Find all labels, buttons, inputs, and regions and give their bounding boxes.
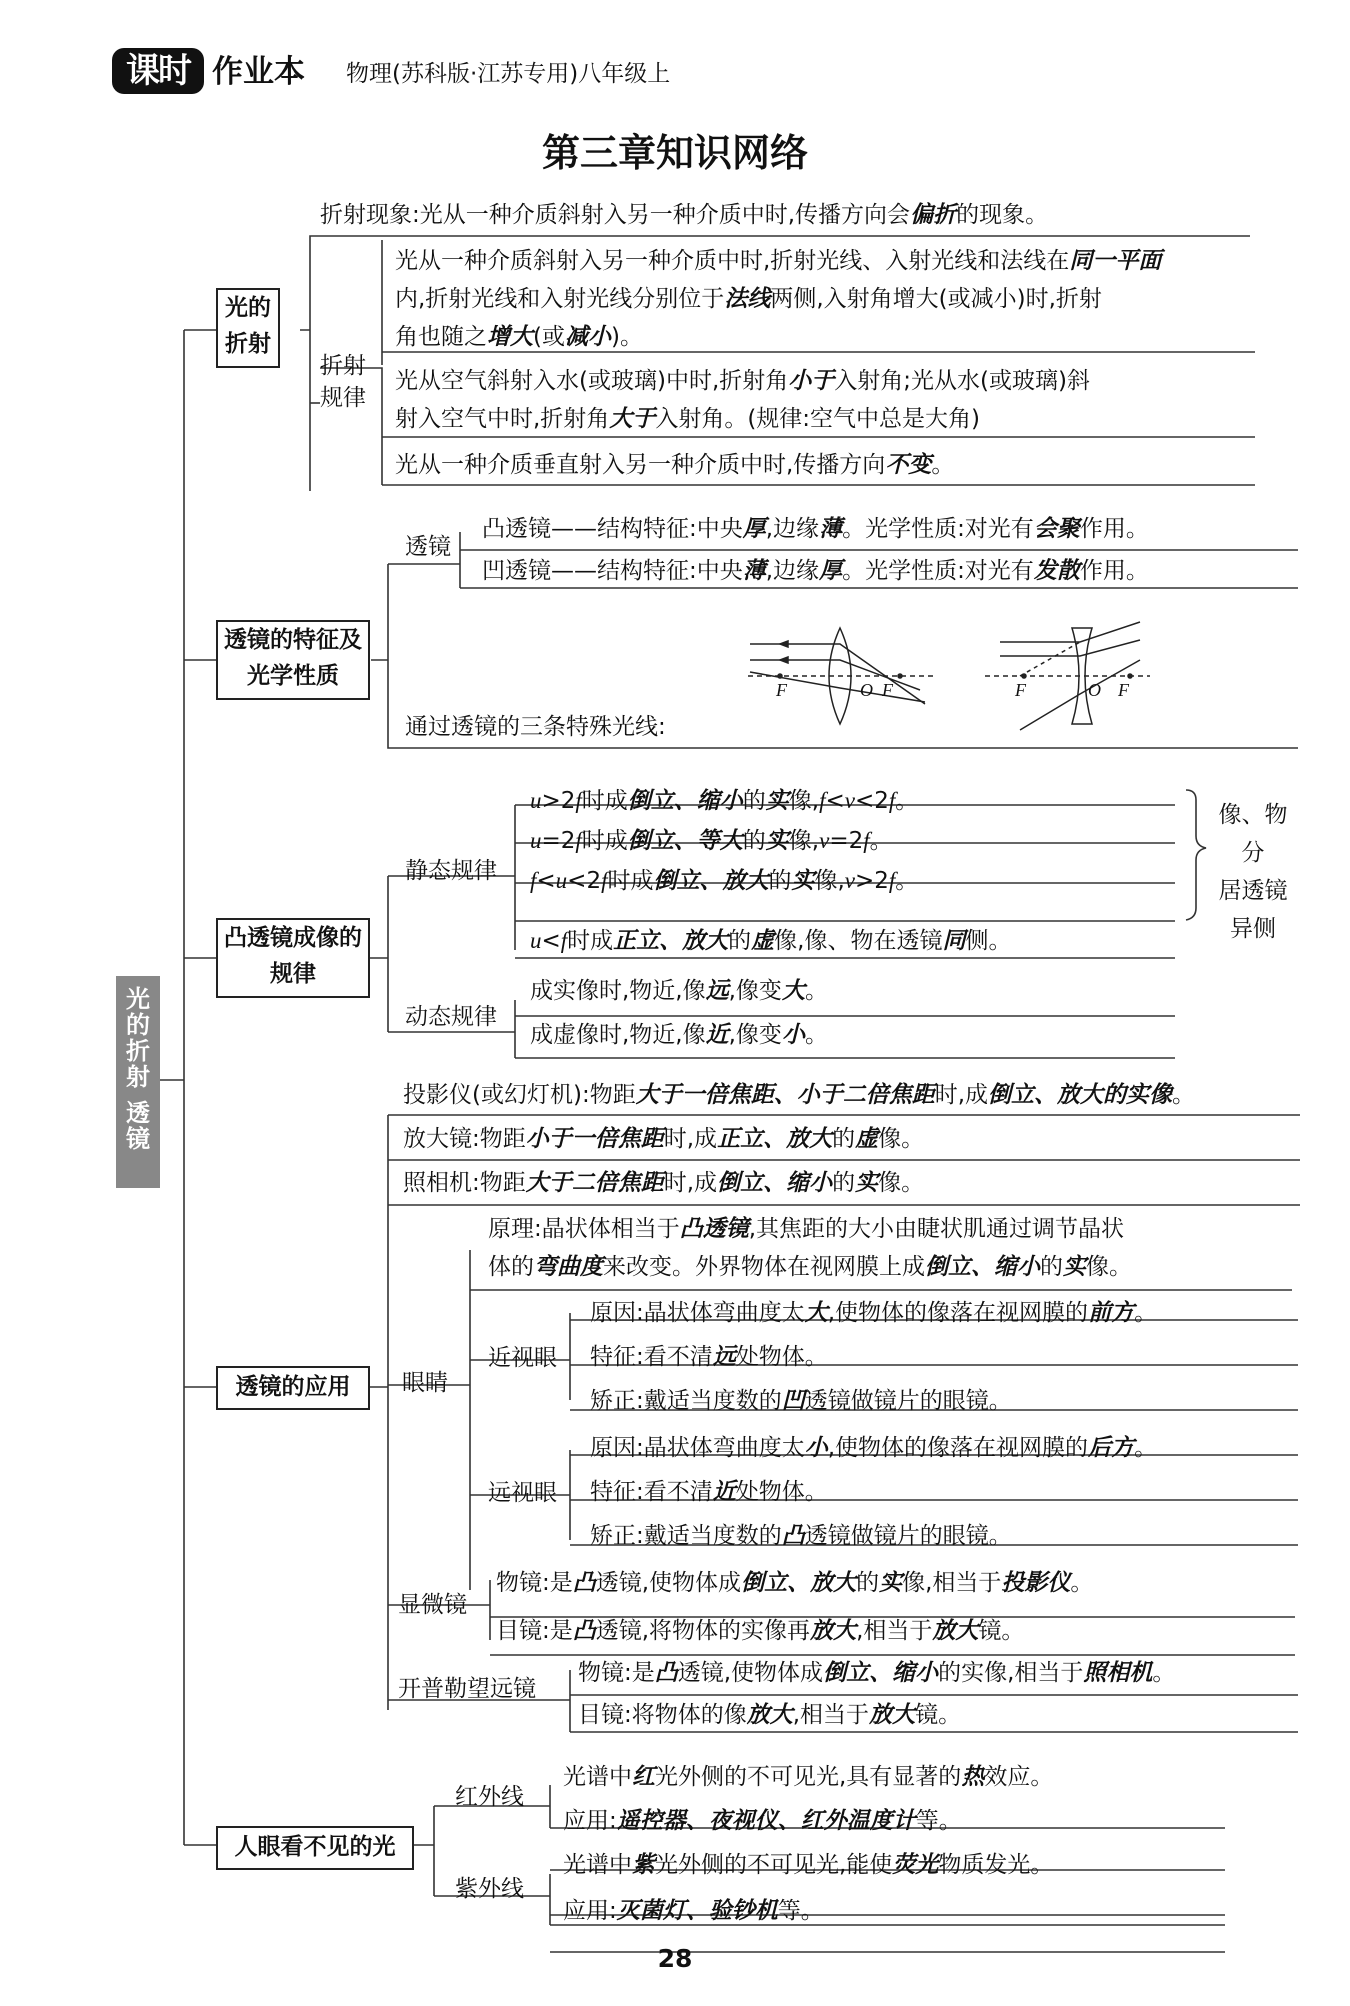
page-title: 第三章知识网络 — [541, 130, 808, 175]
dynamic-law-label: 动态规律 — [405, 1004, 497, 1030]
law3: 光从一种介质垂直射入另一种介质中时,传播方向不变。 — [395, 451, 955, 478]
convex-lens: 凸透镜——结构特征:中央厚,边缘薄。光学性质:对光有会聚作用。 — [482, 515, 1149, 542]
telescope-eyepiece: 目镜:将物体的像放大,相当于放大镜。 — [578, 1701, 962, 1728]
center-label: O — [860, 680, 873, 700]
focus-label: F — [882, 680, 893, 700]
eye-principle-1: 原理:晶状体相当于凸透镜,其焦距的大小由睫状肌通过调节晶状 — [488, 1215, 1125, 1242]
ultraviolet-label: 紫外线 — [455, 1876, 524, 1902]
rule-3: f<u<2f时成倒立、放大的实像,v>2f。 — [530, 867, 919, 894]
infrared-use: 应用:遥控器、夜视仪、红外温度计等。 — [563, 1807, 962, 1834]
law2-line2: 射入空气中时,折射角大于入射角。(规律:空气中总是大角) — [395, 405, 981, 432]
hyperopia-label: 远视眼 — [488, 1480, 557, 1506]
ultraviolet-use: 应用:灭菌灯、验钞机等。 — [563, 1897, 824, 1924]
microscope-objective: 物镜:是凸透镜,使物体成倒立、放大的实像,相当于投影仪。 — [496, 1569, 1094, 1596]
rule-4: u<f时成正立、放大的虚像,像、物在透镜同侧。 — [530, 927, 1012, 954]
hyperopia-correction: 矫正:戴适当度数的凸透镜做镜片的眼镜。 — [590, 1522, 1012, 1549]
logo: 课时 — [112, 48, 204, 94]
lens-node: 透镜的特征及光学性质 — [216, 620, 370, 700]
myopia-feature: 特征:看不清远处物体。 — [590, 1343, 828, 1370]
focus-label: F — [776, 680, 787, 700]
rule-2: u=2f时成倒立、等大的实像,v=2f。 — [530, 827, 893, 854]
root-label: 光的 折射 透镜 — [116, 976, 160, 1188]
infrared-label: 红外线 — [455, 1784, 524, 1810]
magnifier: 放大镜:物距小于一倍焦距时,成正立、放大的虚像。 — [403, 1125, 925, 1152]
focus-label: F — [1118, 680, 1129, 700]
center-label: O — [1088, 680, 1101, 700]
applications-node: 透镜的应用 — [216, 1366, 370, 1410]
microscope-label: 显微镜 — [398, 1592, 467, 1618]
book-name: 作业本 — [212, 54, 305, 90]
telescope-objective: 物镜:是凸透镜,使物体成倒立、缩小的实像,相当于照相机。 — [578, 1659, 1176, 1686]
static-law-label: 静态规律 — [405, 858, 497, 884]
page-number: 28 — [657, 1944, 693, 1973]
dynamic-2: 成虚像时,物近,像近,像变小。 — [530, 1021, 828, 1048]
rule-1: u>2f时成倒立、缩小的实像,f<v<2f。 — [530, 787, 919, 814]
concave-lens: 凹透镜——结构特征:中央薄,边缘厚。光学性质:对光有发散作用。 — [482, 557, 1149, 584]
hyperopia-cause: 原因:晶状体弯曲度太小,使物体的像落在视网膜的后方。 — [590, 1434, 1158, 1461]
focus-label: F — [1015, 680, 1026, 700]
refraction-law-label: 折射规律 — [320, 353, 366, 411]
ultraviolet-desc: 光谱中紫光外侧的不可见光,能使荧光物质发光。 — [563, 1851, 1054, 1878]
law1-line2: 内,折射光线和入射光线分别位于法线两侧,入射角增大(或减小)时,折射 — [395, 285, 1102, 312]
lens-label: 透镜 — [405, 534, 451, 560]
refraction-node: 光的折射 — [216, 288, 280, 368]
convex-lens-diagram — [740, 620, 940, 730]
myopia-correction: 矫正:戴适当度数的凹透镜做镜片的眼镜。 — [590, 1387, 1012, 1414]
dynamic-1: 成实像时,物近,像远,像变大。 — [530, 977, 828, 1004]
eye-principle-2: 体的弯曲度来改变。外界物体在视网膜上成倒立、缩小的实像。 — [488, 1253, 1132, 1280]
infrared-desc: 光谱中红光外侧的不可见光,具有显著的热效应。 — [563, 1763, 1054, 1790]
special-rays-label: 通过透镜的三条特殊光线: — [405, 714, 666, 740]
law1-line1: 光从一种介质斜射入另一种介质中时,折射光线、入射光线和法线在同一平面 — [395, 247, 1162, 274]
myopia-cause: 原因:晶状体弯曲度太大,使物体的像落在视网膜的前方。 — [590, 1299, 1158, 1326]
eye-label: 眼睛 — [402, 1370, 448, 1396]
imaging-node: 凸透镜成像的规律 — [216, 918, 370, 998]
microscope-eyepiece: 目镜:是凸透镜,将物体的实像再放大,相当于放大镜。 — [496, 1617, 1025, 1644]
concave-lens-diagram — [980, 620, 1180, 735]
myopia-label: 近视眼 — [488, 1345, 557, 1371]
invisible-light-node: 人眼看不见的光 — [216, 1826, 414, 1870]
book-subtitle: 物理(苏科版·江苏专用)八年级上 — [346, 61, 671, 87]
law1-line3: 角也随之增大(或减小)。 — [395, 323, 643, 350]
hyperopia-feature: 特征:看不清近处物体。 — [590, 1478, 828, 1505]
projector: 投影仪(或幻灯机):物距大于一倍焦距、小于二倍焦距时,成倒立、放大的实像。 — [403, 1081, 1196, 1108]
refraction-phenomenon: 折射现象:光从一种介质斜射入另一种介质中时,传播方向会偏折的现象。 — [320, 201, 1049, 228]
brace-note: 像、物分 居透镜 异侧 — [1218, 802, 1288, 942]
law2-line1: 光从空气斜射入水(或玻璃)中时,折射角小于入射角;光从水(或玻璃)斜 — [395, 367, 1090, 394]
camera: 照相机:物距大于二倍焦距时,成倒立、缩小的实像。 — [403, 1169, 925, 1196]
telescope-label: 开普勒望远镜 — [398, 1676, 536, 1702]
